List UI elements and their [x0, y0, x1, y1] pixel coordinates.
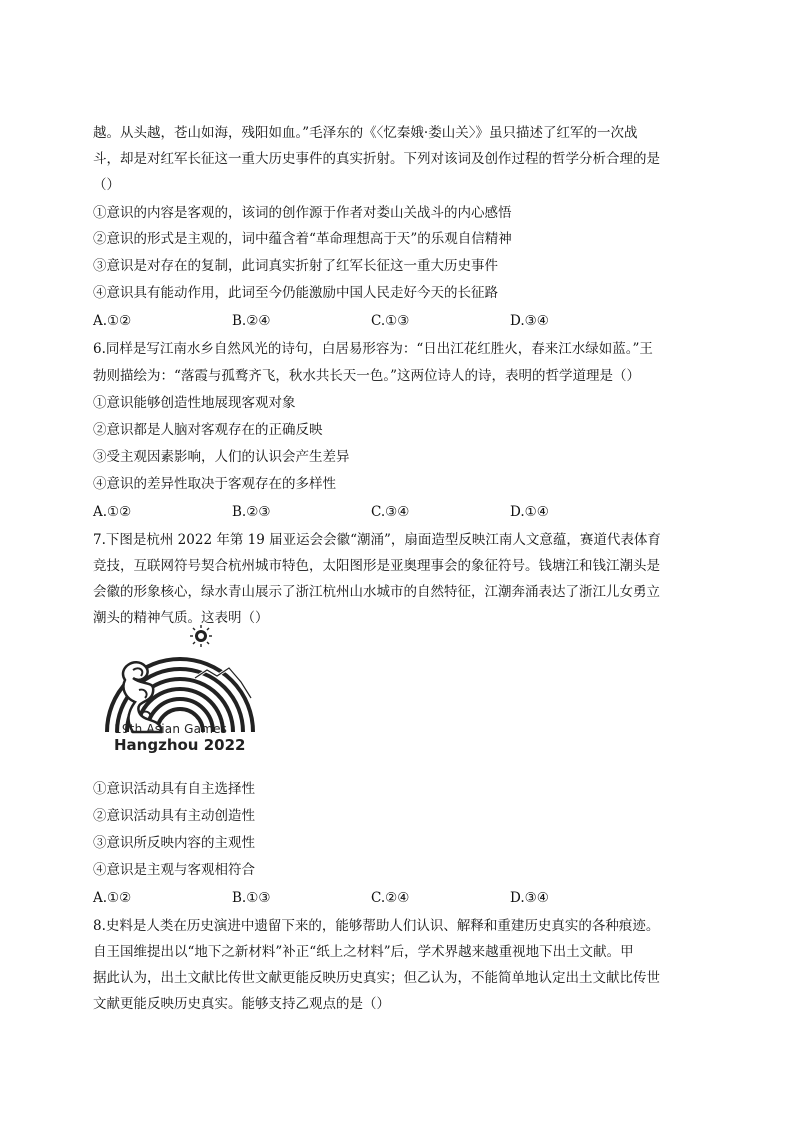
q5-stem-line-3: （） — [93, 177, 120, 193]
q6-option-c: C.③④ — [371, 504, 410, 520]
q5-statement-3: ③意识是对存在的复制，此词真实折射了红军长征这一重大历史事件 — [93, 258, 498, 274]
q5-statement-2: ②意识的形式是主观的，词中蕴含着“革命理想高于天”的乐观自信精神 — [93, 231, 512, 247]
emblem-caption — [114, 722, 274, 754]
q5-statement-1: ①意识的内容是客观的，该词的创作源于作者对娄山关战斗的内心感悟 — [93, 205, 512, 221]
q6-option-d: D.①④ — [510, 504, 549, 520]
q8-stem-line-1: 8.史料是人类在历史演进中遗留下来的，能够帮助人们认识、解释和重建历史真实的各种痕迹。 — [93, 918, 660, 934]
q7-stem-line-4: 潮头的精神气质。这表明（） — [93, 610, 269, 626]
q8-stem-line-4: 文献更能反映历史真实。能够支持乙观点的是（） — [93, 996, 390, 1012]
sun-icon — [190, 625, 212, 647]
q6-statement-2: ②意识都是人脑对客观存在的正确反映 — [93, 422, 323, 438]
q6-statement-1: ①意识能够创造性地展现客观对象 — [93, 395, 296, 411]
q7-statement-2: ②意识活动具有主动创造性 — [93, 808, 255, 824]
q6-option-b: B.②③ — [232, 504, 271, 520]
q5-stem-line-2: 斗，却是对红军长征这一重大历史事件的真实折射。下列对该词及创作过程的哲学分析合理的是 — [93, 151, 660, 167]
q7-option-c: C.②④ — [371, 890, 410, 906]
q6-stem-line-1: 6.同样是写江南水乡自然风光的诗句，白居易形容为：“日出江花红胜火，春来江水绿如蓝。”王 — [93, 341, 653, 357]
q7-stem-line-3: 会徽的形象核心，绿水青山展示了浙江杭州山水城市的自然特征，江潮奔涌表达了浙江儿女勇立 — [93, 584, 660, 600]
emblem-caption-line-1: 19th Asian Games — [114, 722, 228, 736]
q7-statement-1: ①意识活动具有自主选择性 — [93, 781, 255, 797]
q6-statement-4: ④意识的差异性取决于客观存在的多样性 — [93, 476, 336, 492]
q8-stem-line-3: 据此认为，出土文献比传世文献更能反映历史真实；但乙认为，不能简单地认定出土文献比传世 — [93, 970, 660, 986]
q7-option-b: B.①③ — [232, 890, 271, 906]
q5-option-d: D.③④ — [510, 313, 549, 329]
q6-stem-line-2: 勃则描绘为：“落霞与孤鹜齐飞，秋水共长天一色。”这两位诗人的诗，表明的哲学道理是（） — [93, 368, 641, 384]
q7-option-a: A.①② — [93, 890, 132, 906]
q6-statement-3: ③受主观因素影响，人们的认识会产生差异 — [93, 449, 350, 465]
q5-stem-line-1: 越。从头越，苍山如海，残阳如血。”毛泽东的《〈忆秦娥·娄山关〉》虽只描述了红军的一次战 — [93, 125, 638, 141]
q5-option-c: C.①③ — [371, 313, 410, 329]
q7-stem-line-2: 竞技，互联网符号契合杭州城市特色，太阳图形是亚奥理事会的象征符号。钱塘江和钱江潮头是 — [93, 558, 660, 574]
q7-statement-4: ④意识是主观与客观相符合 — [93, 862, 255, 878]
q8-stem-line-2: 自王国维提出以“地下之新材料”补正“纸上之材料”后，学术界越来越重视地下出土文献。甲 — [93, 944, 634, 960]
q5-statement-4: ④意识具有能动作用，此词至今仍能激励中国人民走好今天的长征路 — [93, 285, 498, 301]
emblem-caption-line-2: Hangzhou 2022 — [114, 736, 246, 754]
q5-option-a: A.①② — [93, 313, 132, 329]
q5-option-b: B.②④ — [232, 313, 271, 329]
q7-statement-3: ③意识所反映内容的主观性 — [93, 835, 255, 851]
q7-option-d: D.③④ — [510, 890, 549, 906]
q6-option-a: A.①② — [93, 504, 132, 520]
q7-stem-line-1: 7.下图是杭州 2022 年第 19 届亚运会会徽“潮涌”，扇面造型反映江南人文意蕴，赛道代表体育 — [93, 532, 661, 548]
